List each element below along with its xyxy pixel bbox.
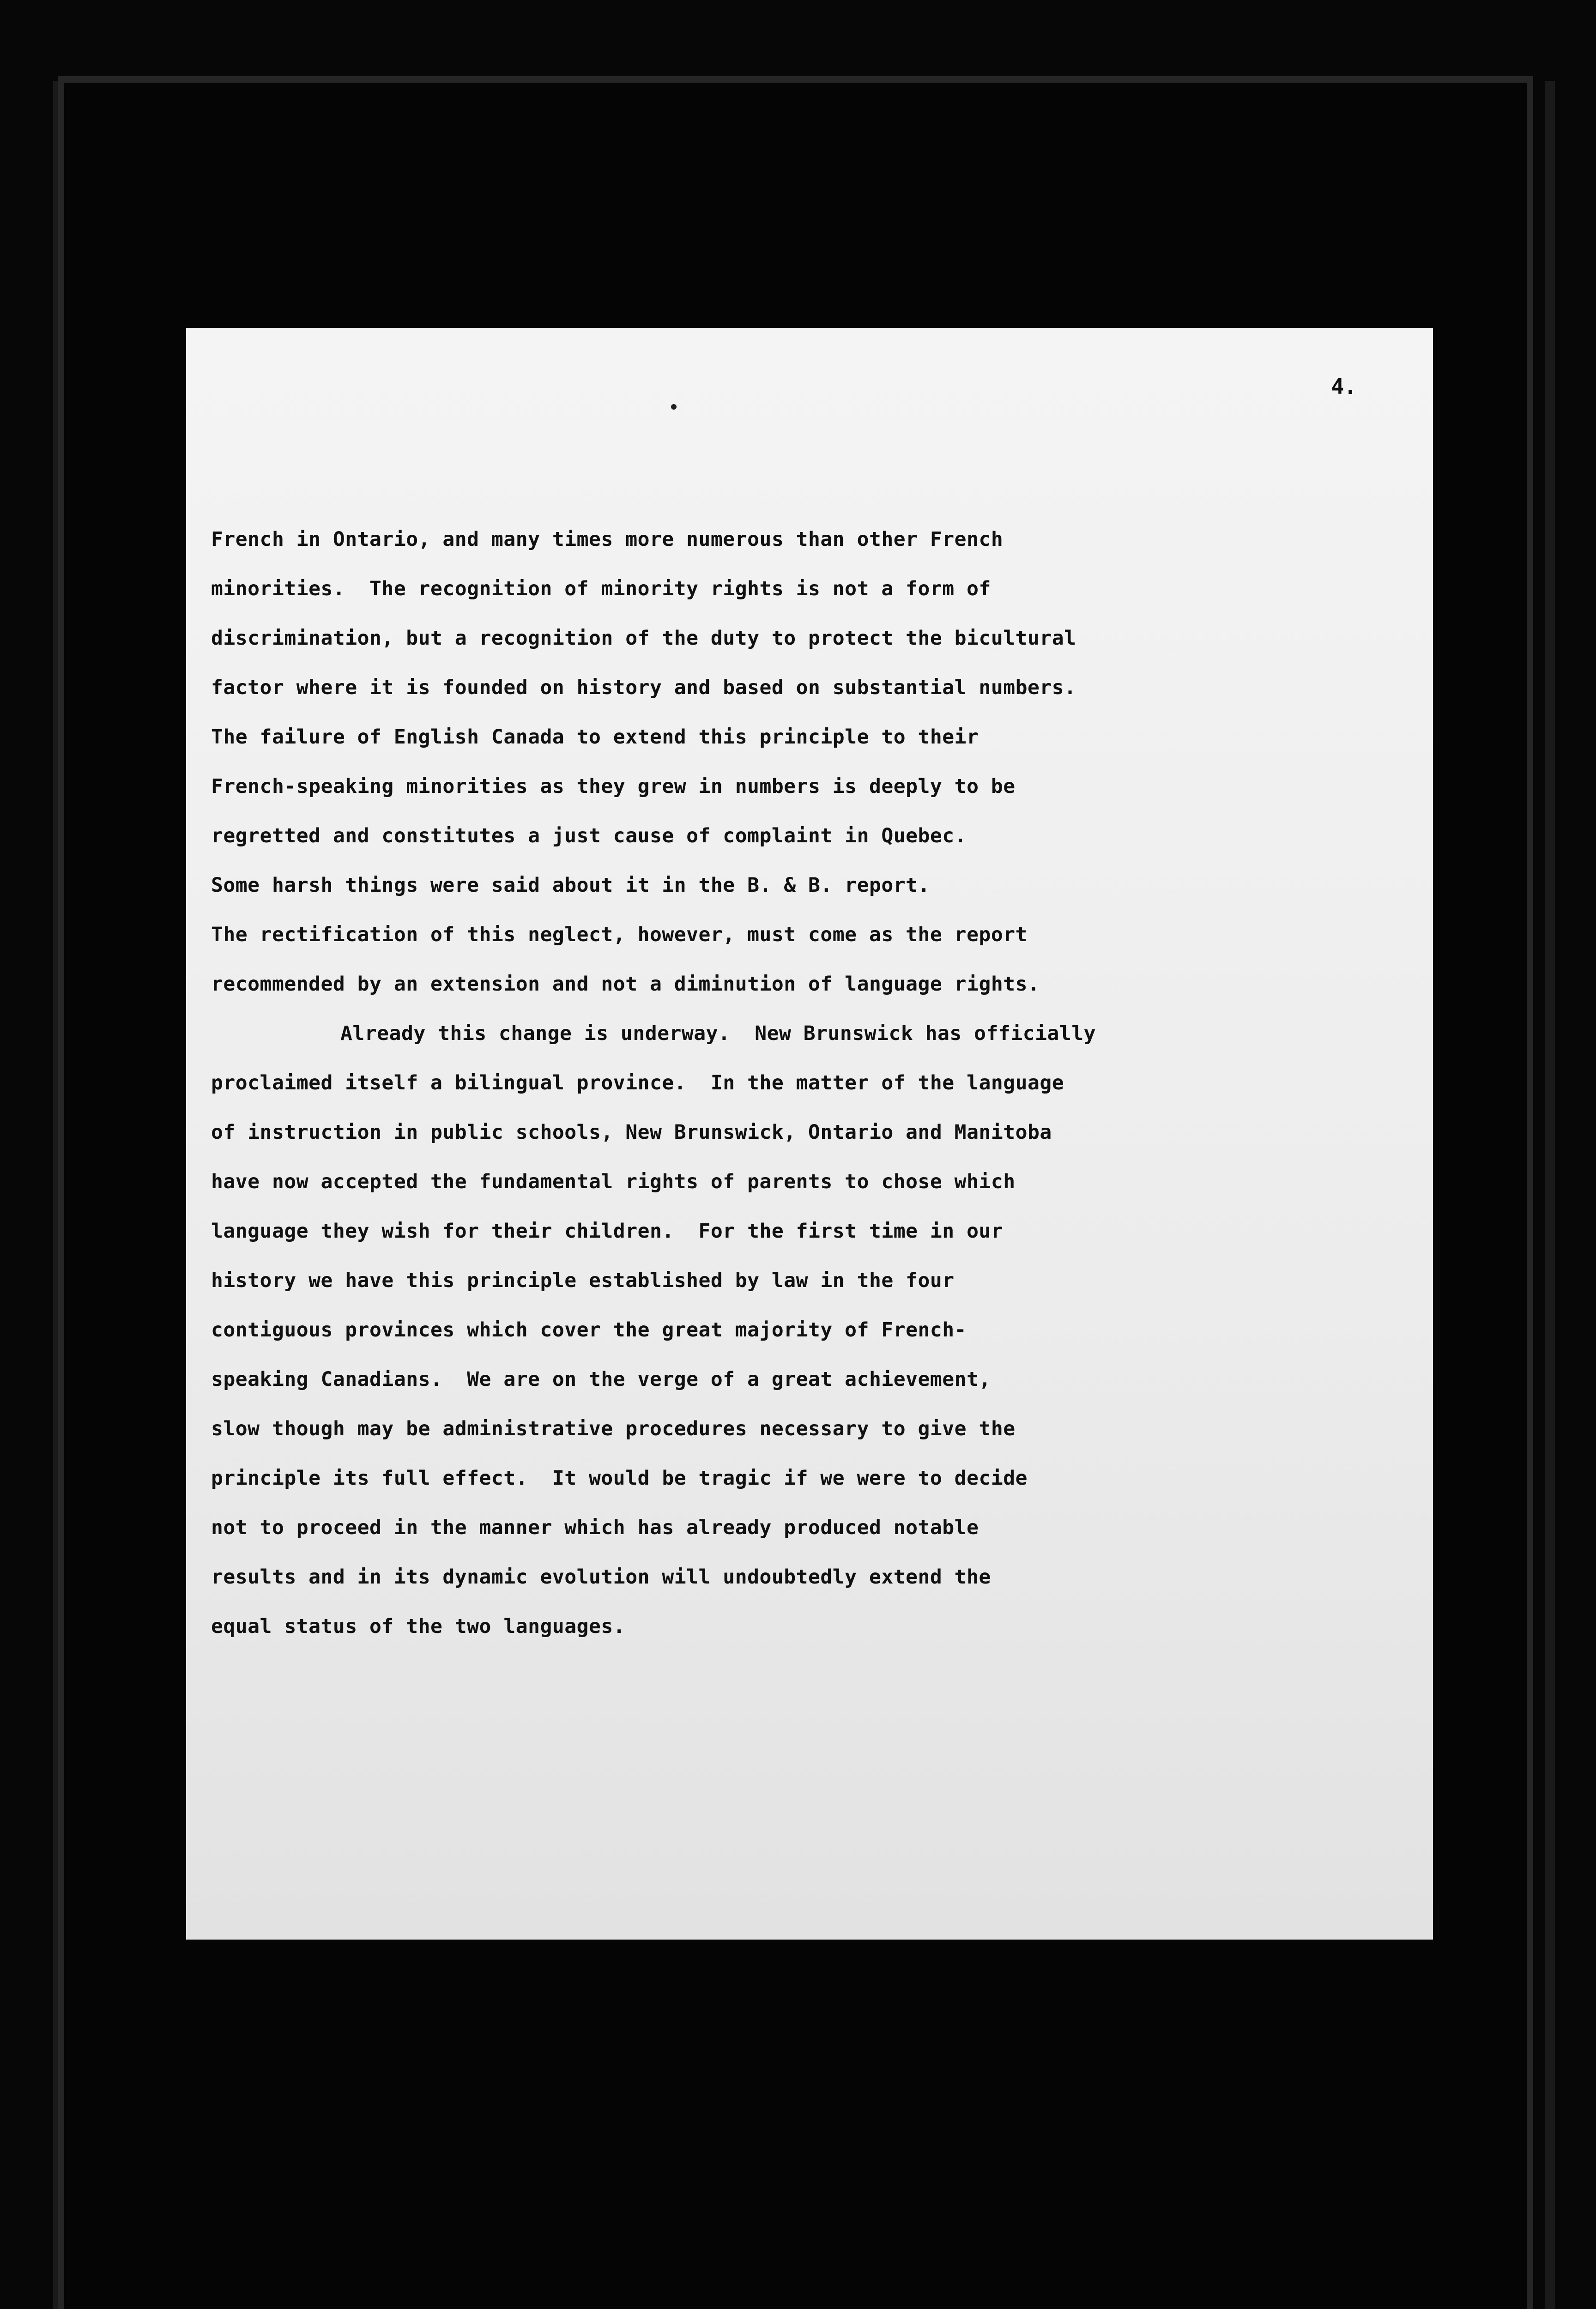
- text-line: regretted and constitutes a just cause of complaint in Quebec.: [211, 824, 967, 847]
- text-line: equal status of the two languages.: [211, 1615, 626, 1638]
- text-line: The failure of English Canada to extend this principle to their: [211, 725, 979, 749]
- text-line: have now accepted the fundamental rights of parents to chose which: [211, 1170, 1016, 1193]
- text-line: not to proceed in the manner which has already produced notable: [211, 1516, 979, 1539]
- page-number: 4.: [1331, 374, 1357, 399]
- text-line: French in Ontario, and many times more numerous than other French: [211, 528, 1004, 551]
- text-line: contiguous provinces which cover the great majority of French-: [211, 1318, 967, 1342]
- text-line: proclaimed itself a bilingual province. In the matter of the language: [211, 1071, 1064, 1094]
- film-edge-right: [1545, 81, 1555, 2309]
- text-line: Already this change is underway. New Brunswick has officially: [340, 1022, 1096, 1045]
- text-line: Some harsh things were said about it in the B. & B. report.: [211, 874, 930, 897]
- text-line: French-speaking minorities as they grew in numbers is deeply to be: [211, 775, 1016, 798]
- paragraph-2: [211, 1009, 1439, 1651]
- text-line: of instruction in public schools, New Brunswick, Ontario and Manitoba: [211, 1121, 1052, 1144]
- text-line: principle its full effect. It would be tragic if we were to decide: [211, 1467, 1028, 1490]
- text-line: discrimination, but a recognition of the duty to protect the bicultural: [211, 627, 1076, 650]
- typed-text: [211, 515, 1439, 1651]
- speck-mark: [671, 404, 677, 410]
- text-line: The rectification of this neglect, however, must come as the report: [211, 923, 1028, 946]
- text-line: recommended by an extension and not a diminution of language rights.: [211, 973, 1040, 996]
- paragraph-1: [211, 515, 1439, 1009]
- text-line: slow though may be administrative procedures necessary to give the: [211, 1417, 1016, 1440]
- text-line: history we have this principle established by law in the four: [211, 1269, 955, 1292]
- text-line: factor where it is founded on history and based on substantial numbers.: [211, 676, 1076, 699]
- text-line: results and in its dynamic evolution will undoubtedly extend the: [211, 1566, 991, 1589]
- text-line: minorities. The recognition of minority rights is not a form of: [211, 577, 991, 600]
- text-line: language they wish for their children. For the first time in our: [211, 1220, 1004, 1243]
- text-line: speaking Canadians. We are on the verge of a great achievement,: [211, 1368, 991, 1391]
